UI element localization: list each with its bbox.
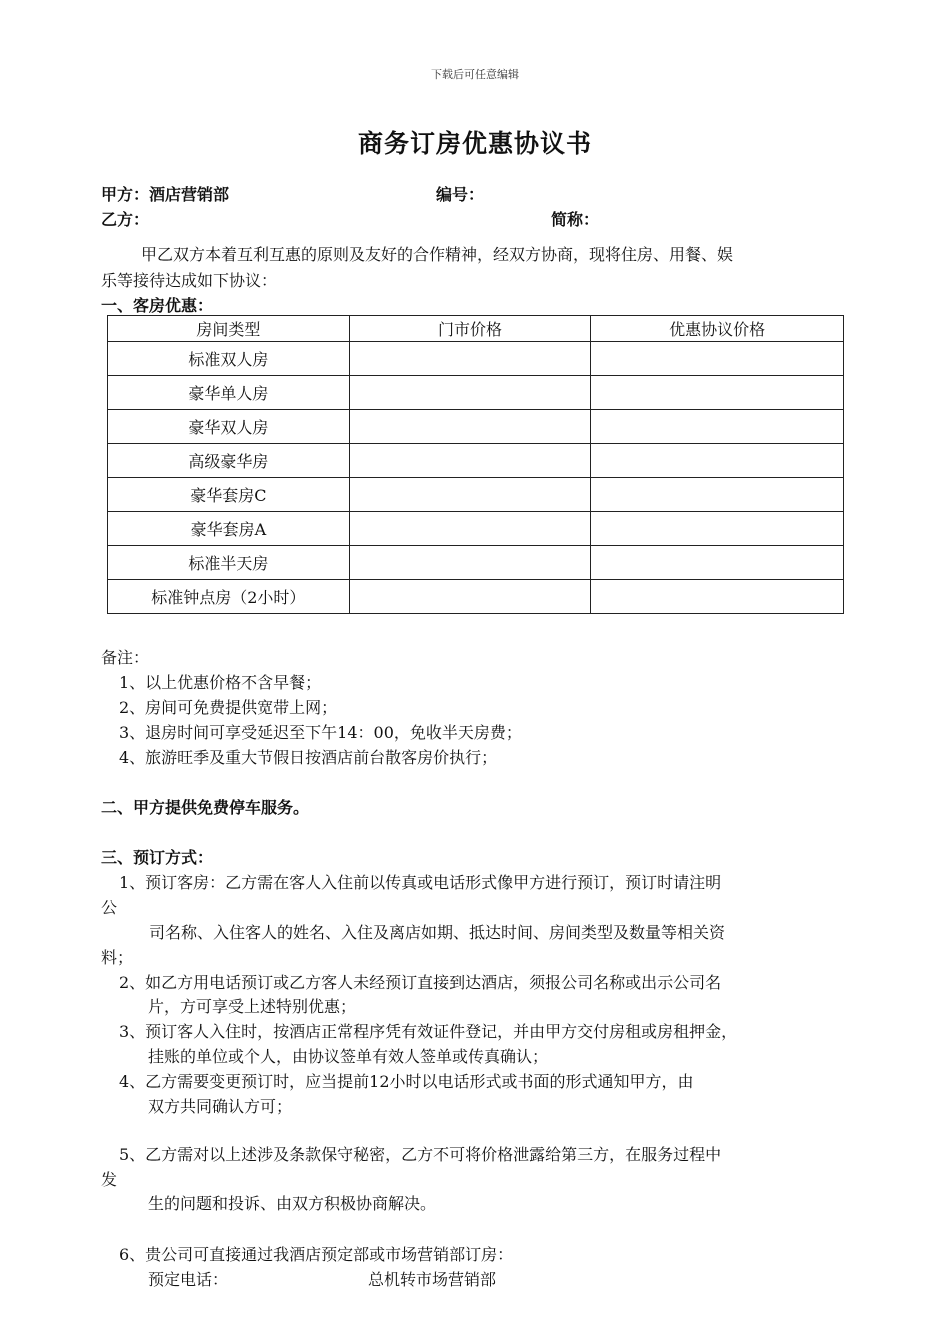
agreement-rate-cell <box>591 580 844 614</box>
table-row <box>108 410 844 444</box>
booking-phone-label: 预定电话： <box>148 1270 229 1289</box>
room-type-cell: 豪华套房C <box>108 478 350 512</box>
header-agreement-rate: 优惠协议价格 <box>591 316 844 342</box>
booking-phone-value: 总机转市场营销部 <box>368 1270 497 1289</box>
section-2-title: 二、甲方提供免费停车服务。 <box>101 798 310 817</box>
room-type-cell: 豪华双人房 <box>108 410 350 444</box>
rack-rate-cell <box>349 546 591 580</box>
booking-item-3-line-2: 挂账的单位或个人，由协议签单有效人签单或传真确认； <box>148 1047 549 1066</box>
header-room-type: 房间类型 <box>108 316 350 342</box>
booking-item-3-line-1: 3、预订客人入住时，按酒店正常程序凭有效证件登记，并由甲方交付房租或房租押金， <box>119 1022 738 1041</box>
remark-item: 1、以上优惠价格不含早餐； <box>119 673 322 692</box>
booking-item-2-line-2: 片，方可享受上述特别优惠； <box>148 997 357 1016</box>
document-title: 商务订房优惠协议书 <box>357 129 592 158</box>
table-row <box>108 478 844 512</box>
agreement-rate-cell <box>591 444 844 478</box>
rack-rate-cell <box>349 444 591 478</box>
agreement-rate-cell <box>591 512 844 546</box>
booking-item-4-line-1: 4、乙方需要变更预订时，应当提前12小时以电话形式或书面的形式通知甲方，由 <box>119 1072 694 1091</box>
agreement-rate-cell <box>591 376 844 410</box>
rack-rate-cell <box>349 512 591 546</box>
table-row <box>108 546 844 580</box>
booking-item-5-line-2: 发 <box>101 1170 118 1189</box>
room-rate-table <box>107 315 844 614</box>
party-b-label: 乙方： <box>101 210 150 229</box>
room-type-cell: 豪华单人房 <box>108 376 350 410</box>
table-row <box>108 444 844 478</box>
rack-rate-cell <box>349 580 591 614</box>
section-3-title: 三、预订方式： <box>101 848 214 867</box>
booking-item-2-line-1: 2、如乙方用电话预订或乙方客人未经预订直接到达酒店，须报公司名称或出示公司名 <box>119 973 722 992</box>
intro-line-2: 乐等接待达成如下协议： <box>101 271 278 290</box>
room-type-cell: 标准钟点房（2小时） <box>108 580 350 614</box>
room-type-cell: 高级豪华房 <box>108 444 350 478</box>
booking-item-1-line-1: 1、预订客房：乙方需在客人入住前以传真或电话形式像甲方进行预订，预订时请注明 <box>119 873 722 892</box>
table-row <box>108 580 844 614</box>
booking-item-1-line-3: 司名称、入住客人的姓名、入住及离店如期、抵达时间、房间类型及数量等相关资 <box>149 923 726 942</box>
agreement-rate-cell <box>591 478 844 512</box>
rack-rate-cell <box>349 376 591 410</box>
remarks-title: 备注： <box>101 648 150 667</box>
booking-item-1-line-2: 公 <box>101 898 118 917</box>
section-1-title: 一、客房优惠： <box>101 296 214 315</box>
agreement-rate-cell <box>591 342 844 376</box>
table-row <box>108 512 844 546</box>
booking-item-5-line-3: 生的问题和投诉、由双方积极协商解决。 <box>148 1194 437 1213</box>
remark-item: 3、退房时间可享受延迟至下午14：00，免收半天房费； <box>119 723 522 742</box>
room-type-cell: 豪华套房A <box>108 512 350 546</box>
booking-item-1-line-4: 料； <box>101 948 134 967</box>
booking-item-6-line-1: 6、贵公司可直接通过我酒店预定部或市场营销部订房： <box>119 1245 514 1264</box>
remark-item: 4、旅游旺季及重大节假日按酒店前台散客房价执行； <box>119 748 498 767</box>
table-row <box>108 376 844 410</box>
booking-item-5-line-1: 5、乙方需对以上述涉及条款保守秘密，乙方不可将价格泄露给第三方，在服务过程中 <box>119 1145 722 1164</box>
room-type-cell: 标准双人房 <box>108 342 350 376</box>
table-row <box>108 342 844 376</box>
rack-rate-cell <box>349 410 591 444</box>
agreement-rate-cell <box>591 546 844 580</box>
short-name-label: 简称： <box>551 210 600 229</box>
table-header-row <box>108 316 844 342</box>
rack-rate-cell <box>349 342 591 376</box>
number-label: 编号： <box>436 185 485 204</box>
room-type-cell: 标准半天房 <box>108 546 350 580</box>
header-rack-rate: 门市价格 <box>349 316 591 342</box>
header-note: 下载后可任意编辑 <box>431 68 519 81</box>
agreement-rate-cell <box>591 410 844 444</box>
booking-item-4-line-2: 双方共同确认方可； <box>148 1097 293 1116</box>
remark-item: 2、房间可免费提供宽带上网； <box>119 698 338 717</box>
rack-rate-cell <box>349 478 591 512</box>
party-a-label: 甲方：酒店营销部 <box>101 185 230 204</box>
intro-line-1: 甲乙双方本着互利互惠的原则及友好的合作精神，经双方协商，现将住房、用餐、娱 <box>141 245 734 264</box>
